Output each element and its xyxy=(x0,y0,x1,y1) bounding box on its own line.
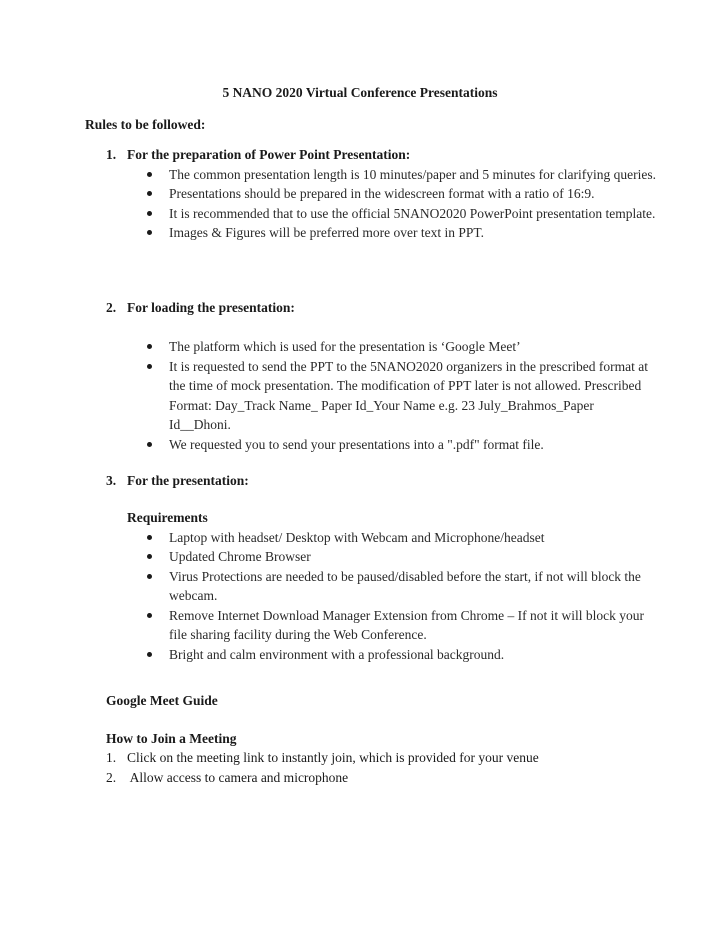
step-text: Allow access to camera and microphone xyxy=(127,769,349,785)
section-heading xyxy=(106,471,666,491)
list-item xyxy=(106,768,666,788)
step-number: 1. xyxy=(106,750,117,765)
list-item: Remove Internet Download Manager Extension from Chrome – If not it will block your file sharing facility during the Web Conference. xyxy=(106,606,666,645)
list-item: Laptop with headset/ Desktop with Webcam and Microphone/headset xyxy=(106,528,666,548)
list-item: It is requested to send the PPT to the 5NANO2020 organizers in the prescribed format at the time of mock presentation. The modification of PPT later is not allowed. Prescribed Format: Day_Track Name_ Paper Id_Your Name e.g. 23 July_Brahmos_Paper Id__Dhoni. xyxy=(106,357,666,435)
join-heading: How to Join a Meeting xyxy=(106,731,237,746)
section-presentation xyxy=(106,471,666,491)
bullet-list xyxy=(106,528,666,665)
list-item: The platform which is used for the presentation is ‘Google Meet’ xyxy=(106,337,666,357)
list-item: Presentations should be prepared in the widescreen format with a ratio of 16:9. xyxy=(106,184,666,204)
bullet-list xyxy=(106,337,666,454)
list-item: The common presentation length is 10 minutes/paper and 5 minutes for clarifying queries. xyxy=(106,165,666,185)
guide-heading: Google Meet Guide xyxy=(106,693,218,708)
list-item: Images & Figures will be preferred more over text in PPT. xyxy=(106,223,666,243)
section-title: For loading the presentation: xyxy=(127,300,295,315)
section-loading xyxy=(106,298,666,318)
section-title: For the preparation of Power Point Presentation: xyxy=(127,147,411,162)
bullet-list xyxy=(106,165,666,243)
list-item: Bright and calm environment with a professional background. xyxy=(106,645,666,665)
section-number: 1. xyxy=(106,147,117,162)
rules-heading: Rules to be followed: xyxy=(85,117,206,132)
step-number: 2. xyxy=(106,769,117,785)
join-steps xyxy=(106,748,666,787)
section-number: 2. xyxy=(106,300,117,315)
section-number: 3. xyxy=(106,473,117,488)
list-item: Virus Protections are needed to be paused/disabled before the start, if not will block the webcam. xyxy=(106,567,666,606)
list-item xyxy=(106,748,666,768)
section-title: For the presentation: xyxy=(127,473,249,488)
page-title: 5 NANO 2020 Virtual Conference Presentations xyxy=(222,85,498,100)
step-text: Click on the meeting link to instantly join, which is provided for your venue xyxy=(127,750,539,765)
section-heading xyxy=(106,298,666,318)
section-loading-bullets xyxy=(106,337,666,454)
section-heading xyxy=(106,145,666,165)
section-preparation xyxy=(106,145,666,243)
requirements-heading: Requirements xyxy=(127,510,208,525)
section-requirements xyxy=(106,508,666,664)
list-item: Updated Chrome Browser xyxy=(106,547,666,567)
list-item: We requested you to send your presentations into a ".pdf" format file. xyxy=(106,435,666,455)
list-item: It is recommended that to use the official 5NANO2020 PowerPoint presentation template. xyxy=(106,204,666,224)
